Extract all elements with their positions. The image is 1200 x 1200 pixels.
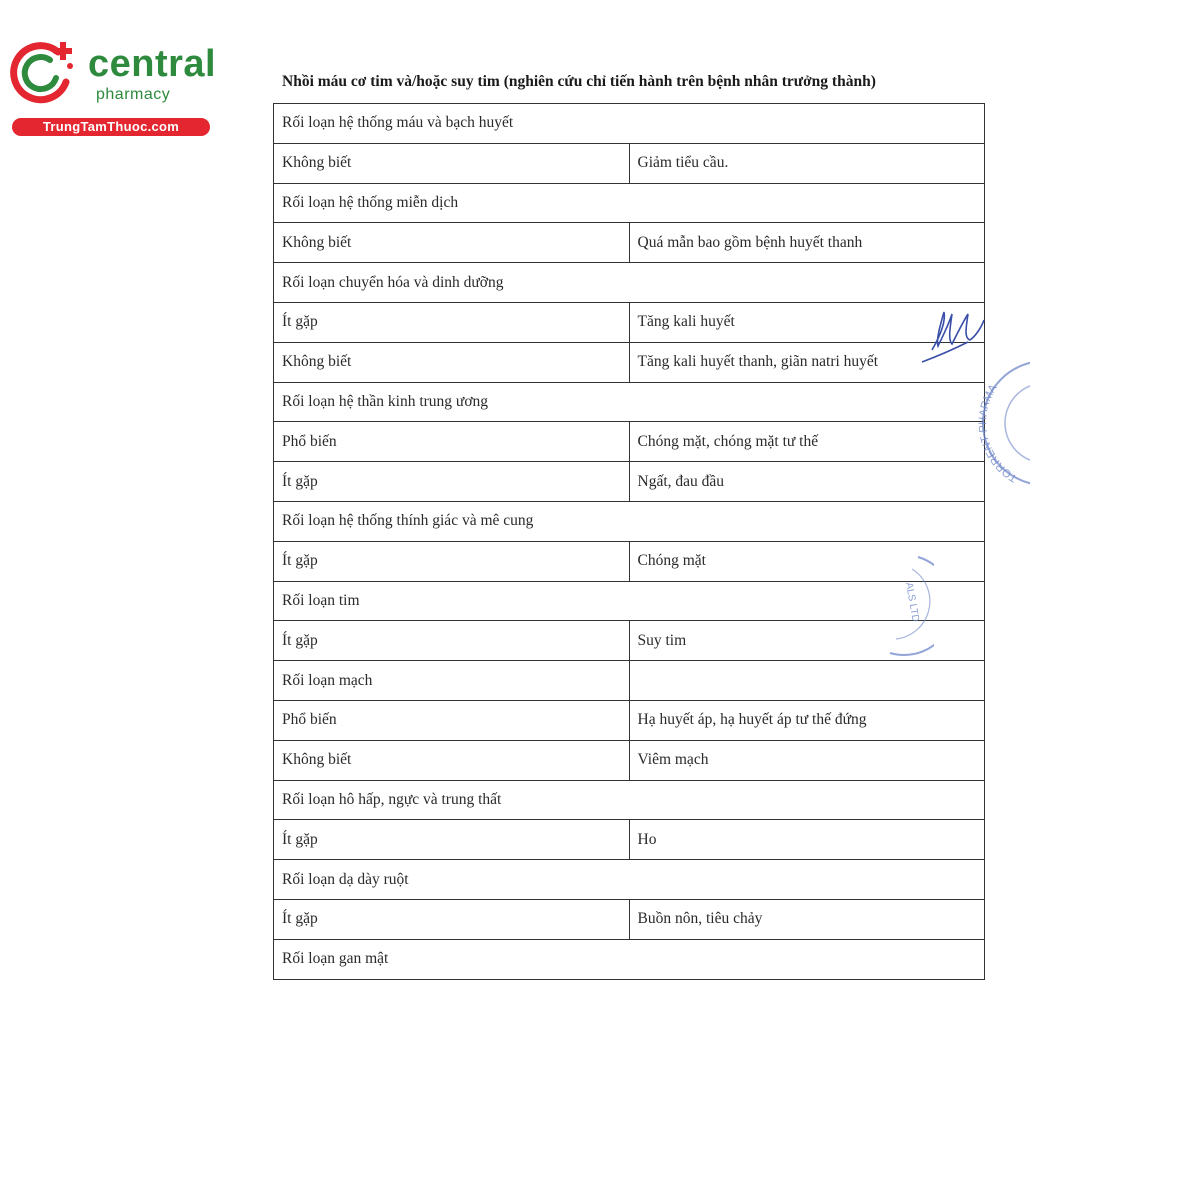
table-row xyxy=(274,820,985,860)
table-row xyxy=(274,462,985,502)
category-cell: Rối loạn hệ thống thính giác và mê cung xyxy=(274,501,985,541)
central-pharmacy-logo-icon xyxy=(10,38,80,108)
brand-logo xyxy=(10,38,215,138)
company-stamp-right xyxy=(975,355,1030,490)
table-row xyxy=(274,661,985,701)
category-cell: Rối loạn hệ thần kinh trung ương xyxy=(274,382,985,422)
category-cell: Rối loạn chuyển hóa và dinh dưỡng xyxy=(274,263,985,303)
table-row xyxy=(274,104,985,144)
effect-cell: Suy tim xyxy=(629,621,985,661)
table-row xyxy=(274,223,985,263)
table-row xyxy=(274,899,985,939)
frequency-cell: Rối loạn mạch xyxy=(274,661,630,701)
effect-cell: Chóng mặt xyxy=(629,541,985,581)
effect-cell: Buồn nôn, tiêu chảy xyxy=(629,899,985,939)
table-row xyxy=(274,422,985,462)
frequency-cell: Không biết xyxy=(274,740,630,780)
brand-subtitle: pharmacy xyxy=(96,86,171,103)
effect-cell: Ho xyxy=(629,820,985,860)
table-row xyxy=(274,263,985,303)
table-row xyxy=(274,541,985,581)
effect-cell: Quá mẫn bao gồm bệnh huyết thanh xyxy=(629,223,985,263)
table-row xyxy=(274,143,985,183)
frequency-cell: Ít gặp xyxy=(274,899,630,939)
table-row xyxy=(274,939,985,979)
effect-cell: Tăng kali huyết thanh, giãn natri huyết xyxy=(629,342,985,382)
category-cell: Rối loạn hệ thống máu và bạch huyết xyxy=(274,104,985,144)
adverse-effects-table xyxy=(273,103,985,980)
effect-cell: Ngất, đau đầu xyxy=(629,462,985,502)
frequency-cell: Ít gặp xyxy=(274,621,630,661)
page-title: Nhồi máu cơ tim và/hoặc suy tim (nghiên cứu chỉ tiến hành trên bệnh nhân trưởng thành) xyxy=(282,73,876,90)
effect-cell: Hạ huyết áp, hạ huyết áp tư thế đứng xyxy=(629,700,985,740)
effect-cell: Tăng kali huyết xyxy=(629,302,985,342)
table-row xyxy=(274,302,985,342)
stamp-right-text: TORRENT PHARMA xyxy=(977,382,1020,485)
table-row xyxy=(274,780,985,820)
frequency-cell: Không biết xyxy=(274,223,630,263)
effect-cell: Chóng mặt, chóng mặt tư thế xyxy=(629,422,985,462)
frequency-cell: Không biết xyxy=(274,143,630,183)
effect-cell xyxy=(629,661,985,701)
category-cell: Rối loạn gan mật xyxy=(274,939,985,979)
frequency-cell: Không biết xyxy=(274,342,630,382)
effect-cell: Giảm tiểu cầu. xyxy=(629,143,985,183)
table-row xyxy=(274,501,985,541)
frequency-cell: Ít gặp xyxy=(274,541,630,581)
brand-url-badge[interactable]: TrungTamThuoc.com xyxy=(12,118,210,136)
stamp-middle-text: ALS LTD xyxy=(903,581,921,623)
category-cell: Rối loạn tim xyxy=(274,581,985,621)
category-cell: Rối loạn hệ thống miễn dịch xyxy=(274,183,985,223)
table-row xyxy=(274,183,985,223)
frequency-cell: Ít gặp xyxy=(274,820,630,860)
frequency-cell: Phổ biến xyxy=(274,422,630,462)
effect-cell: Viêm mạch xyxy=(629,740,985,780)
table-row xyxy=(274,382,985,422)
brand-name: central xyxy=(88,43,217,85)
table-row xyxy=(274,581,985,621)
table-row xyxy=(274,860,985,900)
company-stamp-middle xyxy=(882,553,934,663)
category-cell: Rối loạn dạ dày ruột xyxy=(274,860,985,900)
frequency-cell: Ít gặp xyxy=(274,302,630,342)
frequency-cell: Phổ biến xyxy=(274,700,630,740)
svg-text:TORRENT PHARMA xyxy=(977,382,1019,484)
table-row xyxy=(274,700,985,740)
category-cell: Rối loạn hô hấp, ngực và trung thất xyxy=(274,780,985,820)
frequency-cell: Ít gặp xyxy=(274,462,630,502)
table-row xyxy=(274,342,985,382)
table-row xyxy=(274,621,985,661)
table-row xyxy=(274,740,985,780)
